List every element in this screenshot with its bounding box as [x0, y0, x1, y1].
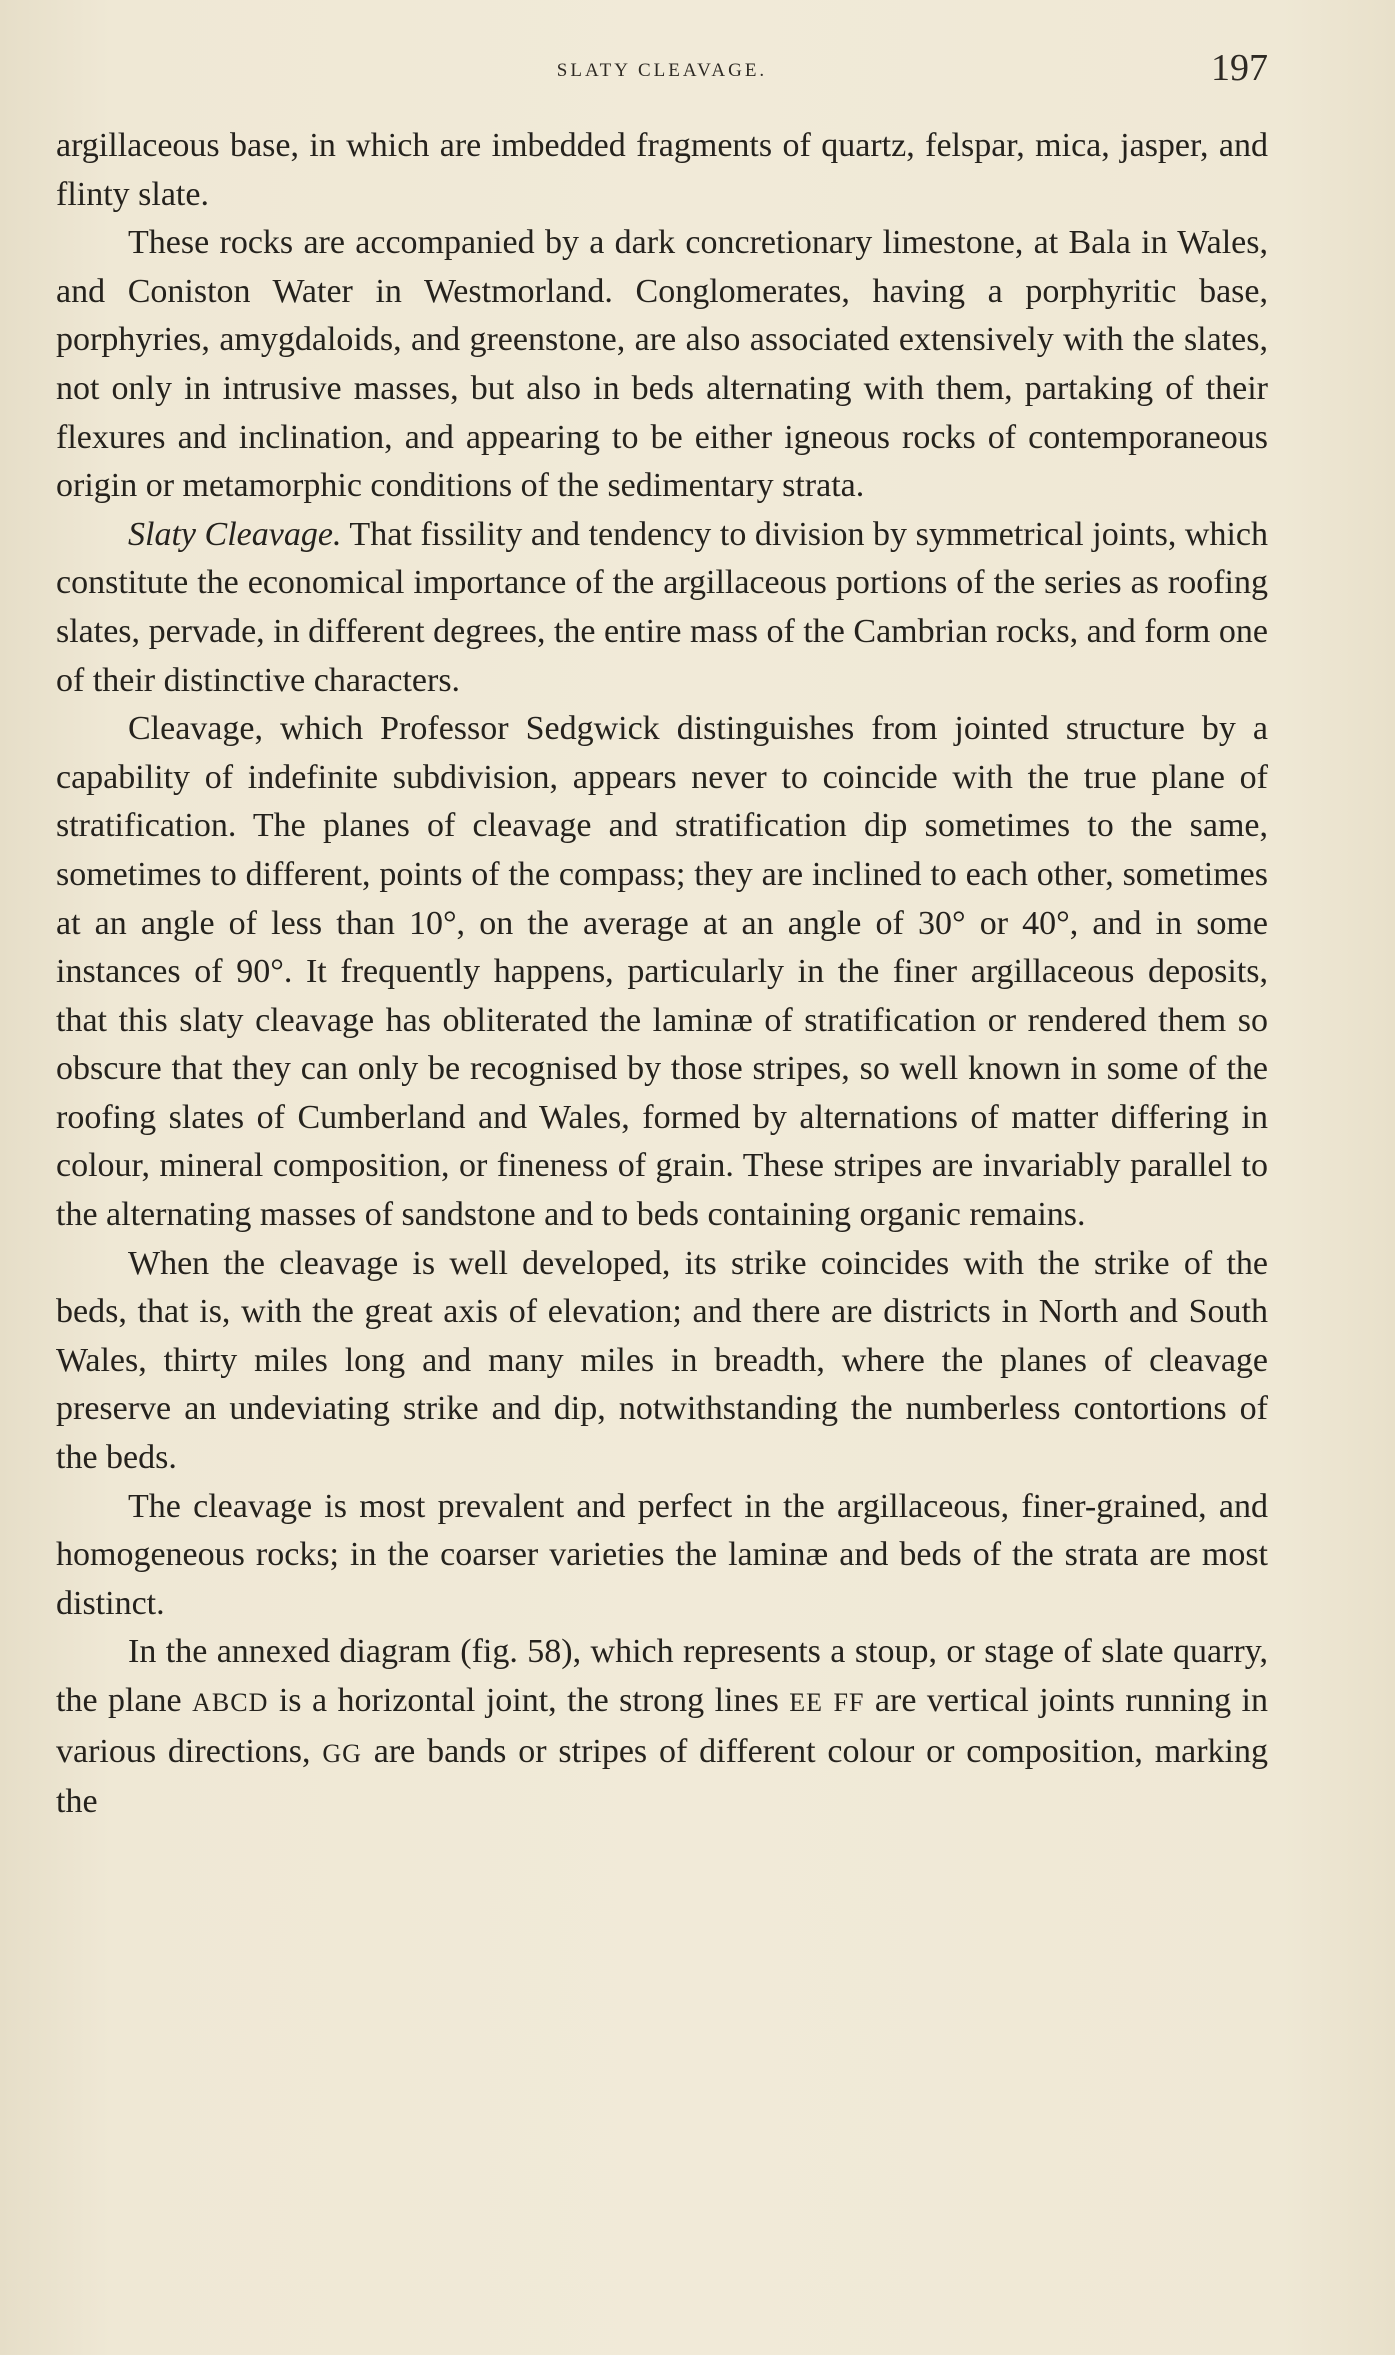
- label-gg: GG: [322, 1738, 362, 1768]
- section-heading-slaty-cleavage: Slaty Cleavage.: [128, 515, 342, 553]
- paragraph-7: [56, 1628, 1268, 1826]
- page-number: 197: [1211, 47, 1268, 89]
- paragraph-3: [56, 511, 1268, 705]
- paragraph-7-part-e: are bands or stripes of different colour or composition, marking the: [56, 1732, 1269, 1821]
- paragraph-2: These rocks are accompanied by a dark concretionary limestone, at Bala in Wales, and Coniston Water in Westmorland. Conglomerates, having a porphyritic base, porphyries, amygdaloids, and greenstone, are also associated extensively with the slates, not only in intrusive masses, but also in beds alternating with them, partaking of their flexures and inclination, and appearing to be either igneous rocks of contemporaneous origin or metamorphic conditions of the sedimentary strata.: [56, 224, 1268, 505]
- paragraph-4: Cleavage, which Professor Sedgwick distinguishes from jointed structure by a capability of indefinite subdivision, appears never to coincide with the true plane of stratification. The planes of cleavage and stratification dip sometimes to the same, sometimes to different, points of the compass; they are inclined to each other, sometimes at an angle of less than 10°, on the average at an angle of 30° or 40°, and in some instances of 90°. It frequently happens, particularly in the finer argillaceous deposits, that this slaty cleavage has obliterated the laminæ of stratification or rendered them so obscure that they can only be recognised by those stripes, so well known in some of the roofing slates of Cumberland and Wales, formed by alternations of matter differing in colour, mineral composition, or fineness of grain. These stripes are invariably parallel to the alternating masses of sandstone and to beds containing organic remains.: [56, 710, 1268, 1234]
- label-ee: EE: [789, 1688, 824, 1717]
- paragraph-7-part-d: are vertical joints running in various directions,: [56, 1682, 1269, 1770]
- paragraph-1: argillaceous base, in which are imbedded fragments of quartz, felspar, mica, jasper, and flinty slate.: [56, 127, 1268, 213]
- running-head: SLATY CLEAVAGE.: [556, 60, 768, 81]
- paragraph-3-text: That fissility and tendency to division by symmetrical joints, which constitute the economical importance of the argillaceous portions of the series as roofing slates, pervade, in different degrees, the entire mass of the Cambrian rocks, and form one of their distinctive characters.: [56, 515, 1268, 699]
- paragraph-6: The cleavage is most prevalent and perfect in the argillaceous, finer-grained, and homogeneous rocks; in the coarser varieties the laminæ and beds of the strata are most distinct.: [56, 1487, 1268, 1622]
- paragraph-7-part-a: In the annexed diagram (fig. 58), which represents a stoup, or stage of slate quarry, the plane: [56, 1633, 1268, 1719]
- paragraph-7-part-c: [823, 1682, 833, 1719]
- page-header: [56, 44, 1268, 94]
- paragraph-5: When the cleavage is well developed, its strike coincides with the strike of the beds, that is, with the great axis of elevation; and there are districts in North and South Wales, thirty miles long and many miles in breadth, where the planes of cleavage preserve an undeviating strike and dip, notwithstanding the numberless contortions of the beds.: [56, 1244, 1268, 1477]
- label-ff: FF: [833, 1688, 865, 1717]
- body-text: [56, 122, 1268, 1827]
- label-abcd: ABCD: [192, 1688, 269, 1717]
- paragraph-7-part-b: is a horizontal joint, the strong lines: [268, 1682, 790, 1719]
